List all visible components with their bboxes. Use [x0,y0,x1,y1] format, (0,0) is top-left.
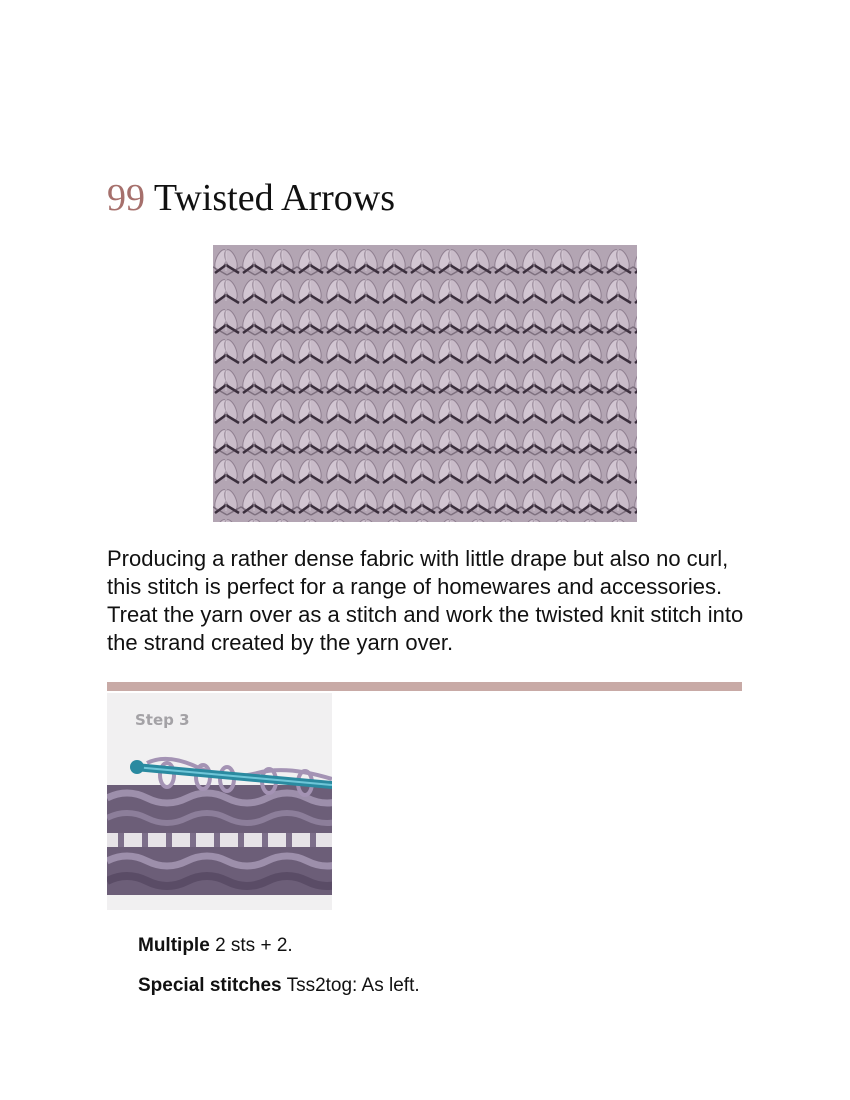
special-stitches-detail [138,974,420,998]
multiple-label: Multiple [138,935,210,956]
special-stitches-value: Tss2tog: As left. [286,975,420,996]
pattern-number: 99 [107,177,145,219]
special-stitches-label: Special stitches [138,975,282,996]
pattern-name: Twisted Arrows [153,177,395,219]
multiple-value: 2 sts + 2. [215,935,293,956]
section-divider [107,682,742,691]
stitch-description: Producing a rather dense fabric with little drape but also no curl, this stitch is perfect for a range of homewares and accessories. Treat the yarn over as a stitch and work the twisted knit stitch into the strand created by the yarn over. [107,546,744,655]
step-photo [107,693,332,910]
multiple-detail [138,934,293,958]
stitch-swatch-photo [213,245,637,522]
step-label: Step 3 [135,711,190,729]
page-title [107,176,395,220]
